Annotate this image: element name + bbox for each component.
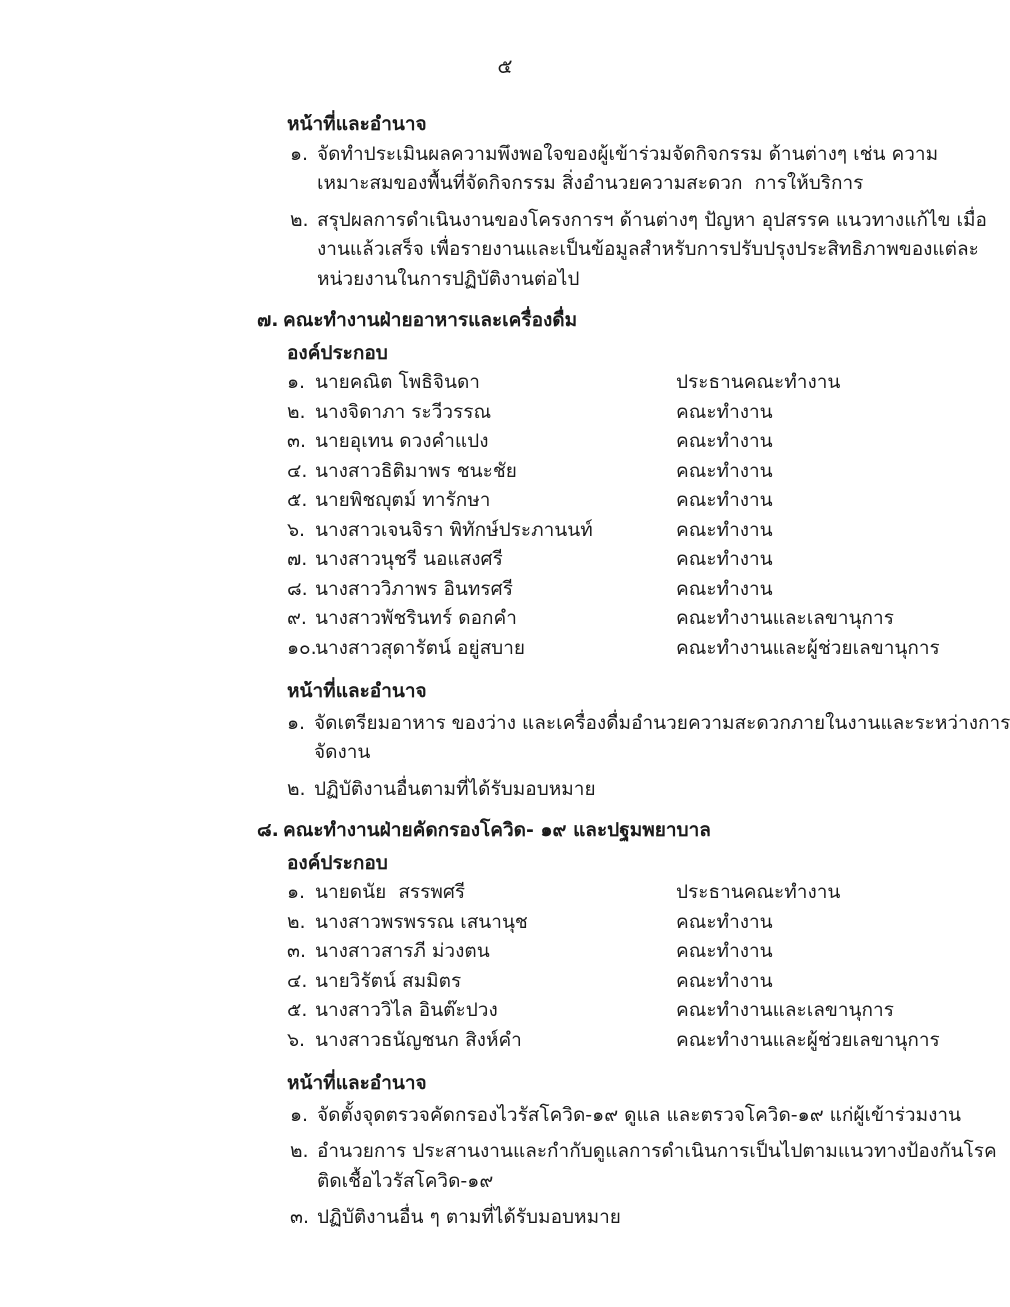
- duty-item: [290, 1137, 997, 1196]
- member-row: [287, 545, 975, 575]
- member-name: นายดนัย สรรพศรี: [315, 881, 466, 903]
- member-row: [287, 604, 975, 634]
- member-number: ๖.: [287, 1028, 306, 1051]
- member-row: [287, 634, 975, 664]
- duty-text: [317, 1137, 997, 1196]
- duty-item: [290, 1101, 975, 1131]
- member-number: ๒.: [287, 400, 306, 423]
- member-row: [287, 575, 975, 605]
- member-number: ๑.: [287, 371, 306, 393]
- member-name: นางสาวธิติมาพร ชนะชัย: [315, 459, 517, 482]
- section-title: คณะทำงานฝ่ายคัดกรองโควิด- ๑๙ และปฐมพยาบาล: [283, 819, 711, 841]
- duty-line: จัดเตรียมอาหาร ของว่าง และเครื่องดื่มอำนวยความสะดวกภายในงานและระหว่างการ: [314, 711, 1010, 734]
- duty-item: [290, 140, 975, 199]
- duty-line: ปฏิบัติงานอื่น ๆ ตามที่ได้รับมอบหมาย: [317, 1206, 621, 1228]
- duty-line: จัดงาน: [314, 741, 371, 763]
- duty-text: [317, 206, 987, 295]
- member-role: คณะทำงาน: [676, 430, 773, 452]
- member-role: คณะทำงาน: [676, 489, 773, 511]
- member-name: นางสาวพัชรินทร์ ดอกคำ: [315, 607, 517, 629]
- composition-heading: องค์ประกอบ: [287, 341, 388, 364]
- duties-heading: หน้าที่และอำนาจ: [287, 1072, 427, 1094]
- member-role: คณะทำงานและเลขานุการ: [676, 607, 894, 629]
- member-number: ๘.: [287, 577, 308, 600]
- member-role: ประธานคณะทำงาน: [676, 881, 841, 903]
- duty-line: อำนวยการ ประสานงานและกำกับดูแลการดำเนินการเป็นไปตามแนวทางป้องกันโรค: [317, 1140, 997, 1162]
- section-heading: [257, 306, 975, 336]
- member-role: คณะทำงาน: [676, 940, 773, 962]
- member-name: นางสาววิภาพร อินทรศรี: [315, 577, 513, 600]
- member-name: นางสาวสุดารัตน์ อยู่สบาย: [315, 636, 526, 659]
- member-role: คณะทำงานและเลขานุการ: [676, 999, 894, 1021]
- duty-line: หน่วยงานในการปฏิบัติงานต่อไป: [317, 267, 580, 290]
- duty-number: ๑.: [287, 711, 306, 734]
- duty-line: จัดทำประเมินผลความพึงพอใจของผู้เข้าร่วมจัดกิจกรรม ด้านต่างๆ เช่น ความ: [317, 142, 939, 165]
- member-role: คณะทำงาน: [676, 518, 773, 541]
- duty-line: งานแล้วเสร็จ เพื่อรายงานและเป็นข้อมูลสำหรับการปรับปรุงประสิทธิภาพของแต่ละ: [317, 238, 979, 260]
- duty-line: เหมาะสมของพื้นที่จัดกิจกรรม สิ่งอำนวยความสะดวก การให้บริการ: [317, 172, 864, 194]
- member-name: นางสาวนุชรี นอแสงศรี: [315, 548, 503, 570]
- member-role: คณะทำงาน: [676, 577, 773, 600]
- member-role: คณะทำงาน: [676, 548, 773, 570]
- duties-heading: หน้าที่และอำนาจ: [287, 680, 427, 702]
- member-name: นางสาวธนัญชนก สิงห์คำ: [315, 1028, 522, 1051]
- member-number: ๙.: [287, 607, 307, 629]
- member-name: นายวิรัตน์ สมมิตร: [315, 969, 462, 992]
- duty-item: [290, 1203, 975, 1233]
- member-role: คณะทำงาน: [676, 910, 773, 933]
- member-number: ๓.: [287, 940, 307, 962]
- document-content: [255, 110, 1010, 1233]
- duty-line: จัดตั้งจุดตรวจคัดกรองไวรัสโควิด-๑๙ ดูแล และตรวจโควิด-๑๙ แก่ผู้เข้าร่วมงาน: [317, 1103, 962, 1126]
- duty-text: [317, 1101, 961, 1131]
- member-role: ประธานคณะทำงาน: [676, 371, 841, 393]
- member-row: [287, 516, 975, 546]
- duty-number: ๒.: [287, 777, 306, 800]
- duty-line: ติดเชื้อไวรัสโควิด-๑๙: [317, 1169, 494, 1192]
- member-role: คณะทำงาน: [676, 459, 773, 482]
- member-number: ๕.: [287, 999, 308, 1021]
- member-row: [287, 368, 975, 398]
- duty-number: ๓.: [290, 1206, 310, 1228]
- duty-number: ๑.: [290, 1103, 309, 1126]
- member-role: คณะทำงาน: [676, 969, 773, 992]
- member-role: คณะทำงานและผู้ช่วยเลขานุการ: [676, 636, 940, 659]
- duty-text: [317, 140, 938, 199]
- section-number: ๘.: [257, 819, 279, 841]
- member-name: นางสาวพรพรรณ เสนานุช: [315, 910, 528, 933]
- member-number: ๑.: [287, 881, 306, 903]
- section-heading: [257, 816, 975, 846]
- member-row: [287, 967, 975, 997]
- member-row: [287, 486, 975, 516]
- section-number: ๗.: [257, 309, 279, 331]
- member-name: นายอุเทน ดวงคำแปง: [315, 430, 489, 452]
- duty-number: ๒.: [290, 208, 309, 231]
- duty-item: [287, 709, 1010, 768]
- member-name: นางจิดาภา ระวีวรรณ: [315, 400, 492, 423]
- member-number: ๗.: [287, 548, 308, 570]
- member-name: นายคณิต โพธิจินดา: [315, 371, 480, 393]
- duty-line: ปฏิบัติงานอื่นตามที่ได้รับมอบหมาย: [314, 777, 596, 800]
- member-number: ๒.: [287, 910, 306, 933]
- duties-heading: หน้าที่และอำนาจ: [287, 113, 427, 135]
- member-name: นายพิชญุตม์ ทารักษา: [315, 489, 491, 511]
- duty-text: [314, 775, 596, 805]
- composition-heading: องค์ประกอบ: [287, 851, 388, 874]
- member-row: [287, 937, 975, 967]
- member-number: ๖.: [287, 518, 306, 541]
- member-row: [287, 908, 975, 938]
- member-row: [287, 427, 975, 457]
- duty-text: [317, 1203, 621, 1233]
- member-row: [287, 398, 975, 428]
- member-name: นางสาวเจนจิรา พิทักษ์ประภานนท์: [315, 518, 593, 541]
- member-number: ๑๐.: [287, 636, 317, 659]
- duty-number: ๑.: [290, 142, 309, 165]
- member-row: [287, 457, 975, 487]
- member-number: ๕.: [287, 489, 308, 511]
- member-number: ๔.: [287, 459, 308, 482]
- duty-number: ๒.: [290, 1140, 309, 1162]
- member-number: ๔.: [287, 969, 308, 992]
- member-row: [287, 1026, 975, 1056]
- member-row: [287, 878, 975, 908]
- page-number: ๕: [497, 54, 513, 78]
- member-role: คณะทำงานและผู้ช่วยเลขานุการ: [676, 1028, 940, 1051]
- member-row: [287, 996, 975, 1026]
- duty-line: สรุปผลการดำเนินงานของโครงการฯ ด้านต่างๆ ปัญหา อุปสรรค แนวทางแก้ไข เมื่อ: [317, 208, 987, 231]
- member-role: คณะทำงาน: [676, 400, 773, 423]
- section-title: คณะทำงานฝ่ายอาหารและเครื่องดื่ม: [283, 309, 578, 331]
- member-name: นางสาววิไล อินต๊ะปวง: [315, 999, 498, 1021]
- member-name: นางสาวสารภี ม่วงตน: [315, 940, 490, 962]
- duty-item: [287, 775, 975, 805]
- duty-text: [314, 709, 1010, 768]
- member-number: ๓.: [287, 430, 307, 452]
- duty-item: [290, 206, 987, 295]
